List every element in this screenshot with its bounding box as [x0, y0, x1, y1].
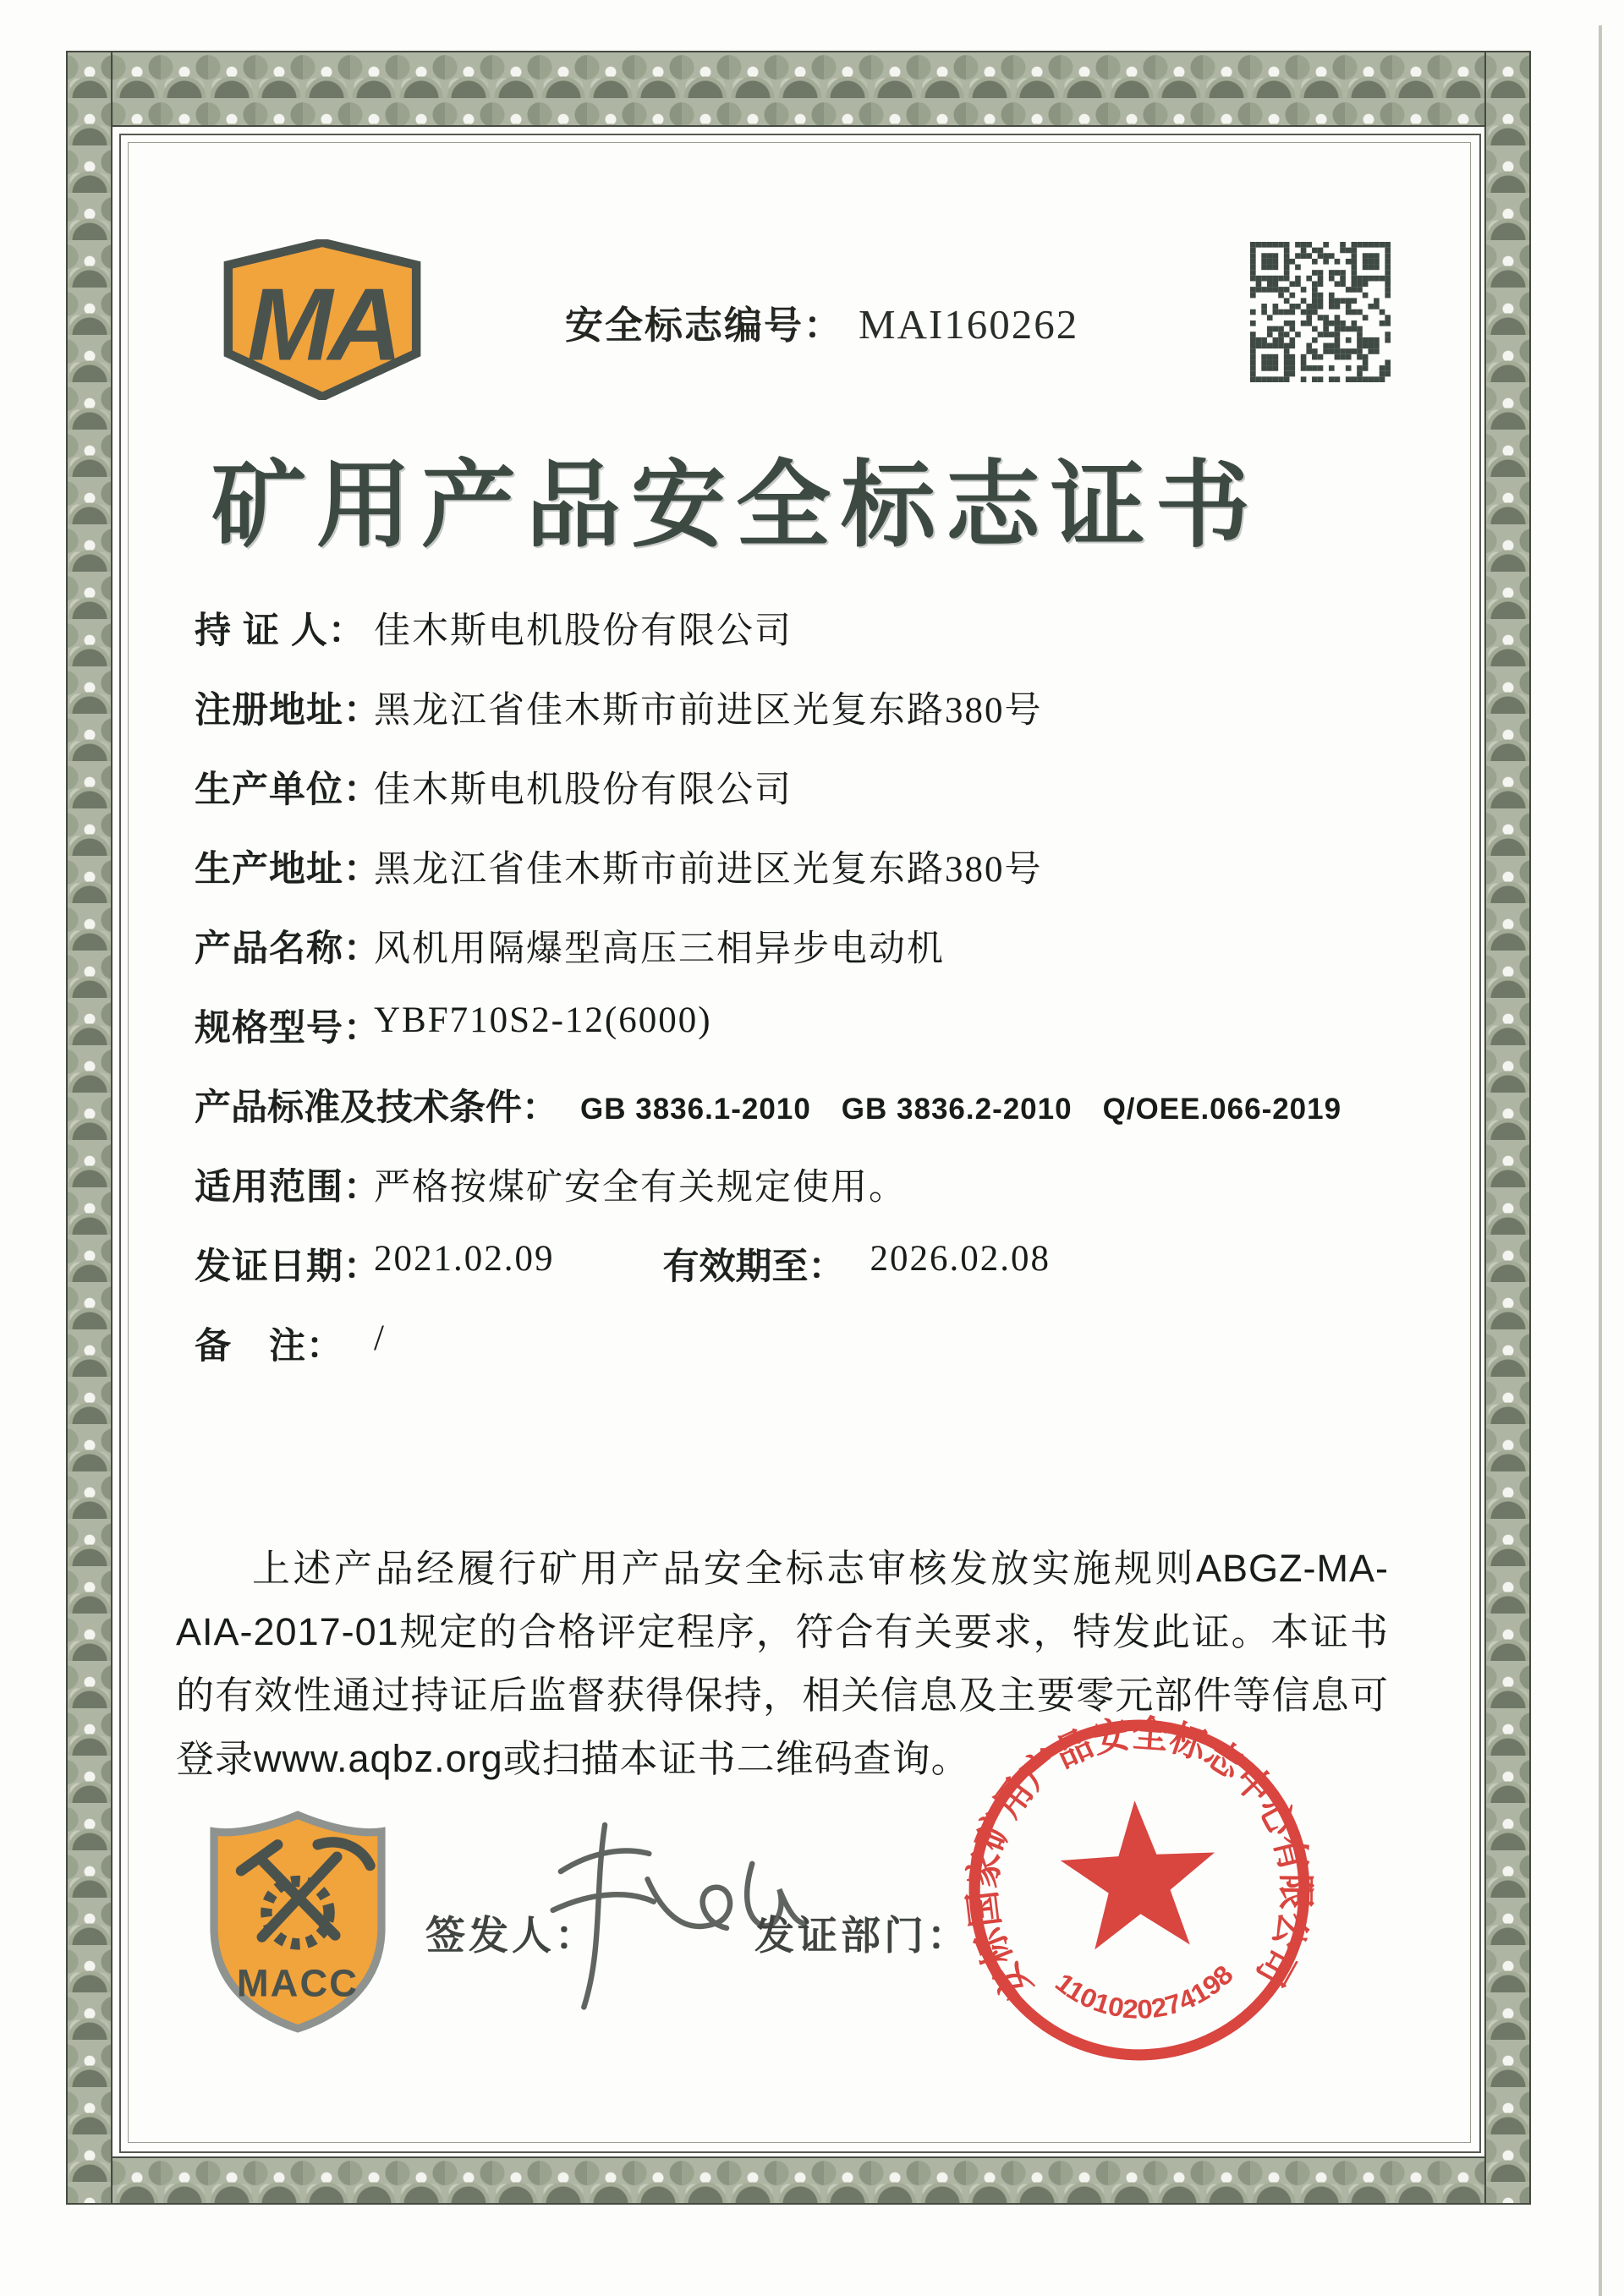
field-row-manufacturer	[195, 761, 793, 813]
seal-star-icon	[1057, 1796, 1219, 1951]
field-label: 注册地址：	[195, 690, 381, 731]
statement-text: 上述产品经履行矿用产品安全标志审核发放实施规则ABGZ-MA-AIA-2017-01规定的合格评定程序，符合有关要求，特发此证。本证书的有效性通过持证后监督获得保持，相关信息及主要零元部件等信息可登录www.aqbz.org或扫描本证书二维码查询。	[176, 1547, 1389, 1780]
signer-label: 签发人：	[425, 1913, 598, 1958]
field-value: 佳木斯电机股份有限公司	[374, 611, 793, 651]
seal-number: 1101020274198	[1050, 1959, 1239, 2025]
remark-label: 备 注：	[195, 1326, 343, 1367]
field-label: 持 证 人：	[195, 611, 365, 651]
field-label: 产品名称：	[195, 929, 381, 969]
field-row-product-name	[195, 920, 945, 972]
issuer-label: 发证部门：	[754, 1913, 970, 1958]
macc-shield-icon	[197, 1808, 398, 2035]
serial-number: MAI160262	[859, 301, 1079, 348]
field-row-dates	[195, 1238, 1051, 1290]
field-value: 严格按煤矿安全有关规定使用。	[374, 1168, 907, 1208]
border-ornament-right	[1484, 51, 1531, 2205]
field-value: 黑龙江省佳木斯市前进区光复东路380号	[374, 850, 1043, 890]
field-row-holder	[195, 602, 793, 654]
official-seal	[955, 1706, 1323, 2074]
field-row-standards	[195, 1079, 1341, 1131]
field-label: 生产单位：	[195, 770, 381, 810]
qr-code	[1250, 242, 1391, 382]
remark-value: /	[374, 1318, 386, 1358]
field-row-registered-address	[195, 682, 1043, 733]
seal-ring-text: 安标国家矿用产品安全标志中心有限公司	[962, 1712, 1316, 2008]
serial-line	[565, 294, 1078, 349]
serial-label: 安全标志编号：	[565, 304, 844, 347]
valid-until-label: 有效期至：	[662, 1247, 845, 1287]
field-label: 适用范围：	[195, 1167, 381, 1208]
border-ornament-left	[66, 51, 112, 2205]
field-value: YBF710S2-12(6000)	[374, 1000, 712, 1040]
field-row-production-address	[195, 841, 1043, 892]
field-value: GB 3836.1-2010 GB 3836.2-2010 Q/OEE.066-2019	[580, 1093, 1342, 1126]
svg-text:1101020274198	[1049, 1959, 1241, 2029]
ma-badge-text: MA	[247, 266, 398, 382]
field-value: 风机用隔爆型高压三相异步电动机	[374, 929, 945, 969]
macc-shield-text: MACC	[236, 1961, 359, 2005]
field-value: 黑龙江省佳木斯市前进区光复东路380号	[374, 691, 1043, 731]
border-ornament-top	[66, 51, 1531, 127]
field-row-model	[195, 1000, 712, 1051]
issue-date-label: 发证日期：	[195, 1247, 381, 1287]
field-label: 生产地址：	[195, 849, 381, 890]
scan-page-edge	[1599, 25, 1602, 2296]
field-label: 规格型号：	[195, 1008, 381, 1049]
ma-badge-icon	[211, 239, 433, 400]
border-ornament-bottom	[66, 2156, 1531, 2205]
field-row-remark	[195, 1318, 386, 1369]
field-label: 产品标准及技术条件：	[195, 1088, 558, 1128]
issue-date-value: 2021.02.09	[374, 1239, 555, 1279]
certificate-title: 矿用产品安全标志证书	[211, 454, 1260, 559]
valid-until-value: 2026.02.08	[870, 1239, 1051, 1279]
field-value: 佳木斯电机股份有限公司	[374, 770, 793, 810]
field-row-scope	[195, 1159, 907, 1210]
